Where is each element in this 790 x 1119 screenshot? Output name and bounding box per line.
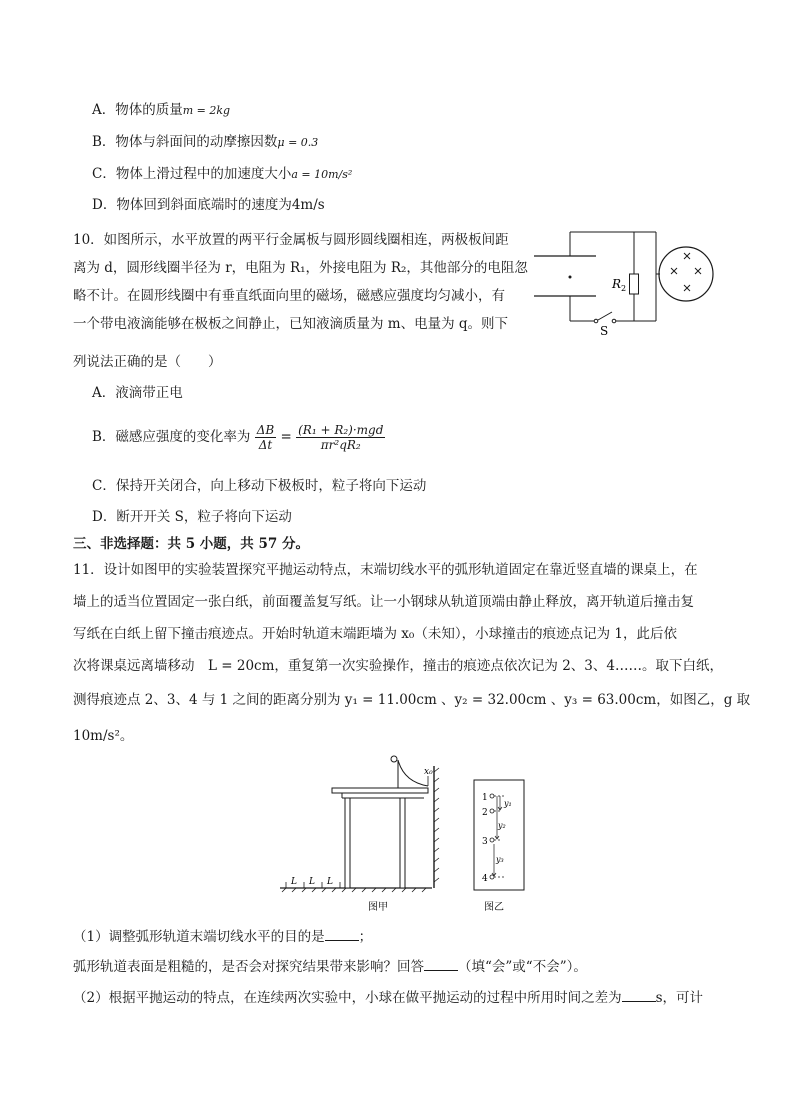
point-1-label: 1 [482, 793, 488, 803]
q11-line-3: 写纸在白纸上留下撞击痕迹点。开始时轨道末端距墙为 x₀（未知），小球撞击的痕迹点记为 1，此后依 [73, 626, 677, 642]
point-4-label: 4 [482, 874, 488, 884]
fig-jia-caption: 图甲 [368, 902, 388, 913]
table-leg-left [345, 798, 350, 888]
table-leg-right [400, 798, 405, 888]
q10-line-3: 略不计。在圆形线圈中有垂直纸面向里的磁场，磁感应强度均匀减小，有 [73, 288, 505, 304]
droplet-dot [569, 276, 572, 279]
switch-blade [598, 312, 612, 320]
steel-ball [391, 756, 397, 762]
answer-blank-2[interactable] [424, 956, 458, 971]
l-label-3: L [327, 877, 333, 887]
r2-label: $R_2$ [612, 277, 627, 293]
y1-label: y₁ [504, 799, 512, 808]
magnetic-field-crosses [671, 253, 701, 291]
q11-line-1: 11．设计如图甲的实验装置探究平抛运动特点，末端切线水平的弧形轨道固定在靠近竖直墙的课桌上，在 [73, 562, 698, 578]
x0-label: x₀ [424, 767, 433, 777]
q11-line-5: 测得痕迹点 2、3、4 与 1 之间的距离分别为 y₁ = 11.00cm 、y₂ = 32.00cm 、y₃ = 63.00cm，如图乙，g 取 [73, 692, 751, 708]
switch-label: S [600, 324, 609, 336]
q9-option-c: C．物体上滑过程中的加速度大小a = 10m/s² [92, 166, 353, 182]
switch-contact-right [612, 319, 616, 323]
q11-sub1-line-b: 弧形轨道表面是粗糙的，是否会对探究结果带来影响？回答 （填“会”或“不会”）。 [73, 956, 587, 977]
q10-option-c: C．保持开关闭合，向上移动下极板时，粒子将向下运动 [92, 478, 427, 494]
point-2-label: 2 [482, 808, 488, 818]
figure-yi-paper [470, 778, 530, 916]
q11-sub2-line: （2）根据平抛运动的特点，在连续两次实验中，小球在做平抛运动的过程中所用时间之差为 s，可计 [73, 987, 703, 1008]
q10-line-1: 10．如图所示，水平放置的两平行金属板与圆形圆线圈相连，两极板间距 [73, 232, 509, 248]
y2-label: y₂ [498, 821, 506, 830]
q10-option-d: D．断开开关 S，粒子将向下运动 [92, 509, 292, 525]
q10-circuit-diagram [528, 224, 728, 336]
q11-line-2: 墙上的适当位置固定一张白纸，前面覆盖复写纸。让一小钢球从轨道顶端由静止释放，离开轨道后撞击复 [73, 594, 694, 610]
q10-line-4: 一个带电液滴能够在极板之间静止，已知液滴质量为 m、电量为 q。则下 [73, 316, 509, 332]
q11-line-6: 10m/s²。 [73, 728, 134, 744]
q9-option-b: B．物体与斜面间的动摩擦因数μ = 0.3 [92, 134, 319, 150]
q10-option-a: A．液滴带正电 [92, 385, 183, 401]
answer-blank-1[interactable] [325, 926, 359, 941]
answer-blank-3[interactable] [622, 987, 656, 1002]
l-label-1: L [291, 877, 297, 887]
q10-line-5: 列说法正确的是（ ） [73, 354, 222, 370]
l-label-2: L [309, 877, 315, 887]
switch-contact-left [594, 319, 598, 323]
resistor-r2 [630, 274, 639, 294]
table-top [332, 788, 428, 793]
fig-yi-caption: 图乙 [484, 902, 504, 913]
section-heading: 三、非选择题：共 5 小题，共 57 分。 [73, 536, 309, 552]
q11-line-4: 次将课桌远离墙移动 L = 20cm，重复第一次实验操作，撞击的痕迹点依次记为 2、3、4……。取下白纸， [73, 658, 723, 674]
q10-line-2: 离为 d，圆形线圈半径为 r，电阻为 R₁，外接电阻为 R₂，其他部分的电阻忽 [73, 260, 528, 276]
q11-sub1-line-a: （1）调整弧形轨道末端切线水平的目的是 ； [73, 926, 372, 947]
wall-hatching [434, 768, 439, 882]
y3-label: y₃ [496, 855, 504, 864]
figure-jia-apparatus [276, 752, 446, 916]
point-3-label: 3 [482, 837, 488, 847]
q9-option-a: A．物体的质量m = 2kg [92, 102, 231, 118]
q10-option-b: B．磁感应强度的变化率为 $\frac{\Delta B}{\Delta t}$ = $\frac{\text{(R₁ + R₂)·mgd}}{\text{πr²qR₂}}$ [92, 423, 384, 452]
q9-option-d: D．物体回到斜面底端时的速度为4m/s [92, 197, 325, 213]
